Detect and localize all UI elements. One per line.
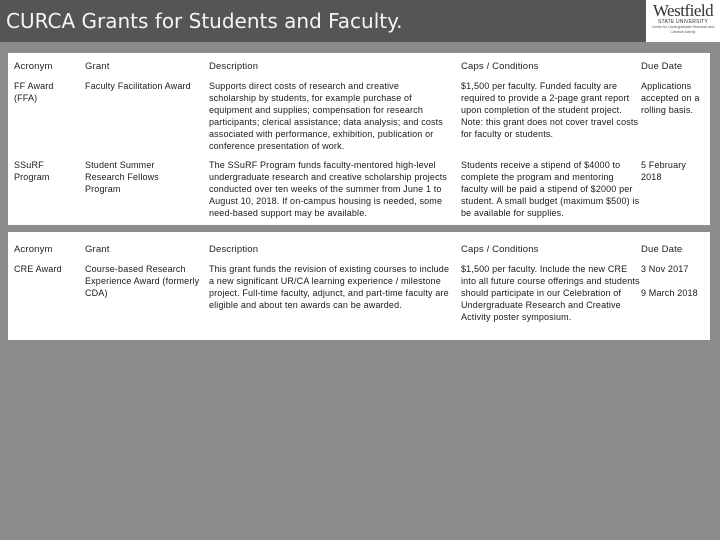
cell-description: The SSuRF Program funds faculty-mentored high-level undergraduate research and creative scholarship projects conducted over ten weeks of the summer from June 1 to August 10, 2018. If on-campus housing is needed, some need-based support may be available. — [209, 160, 448, 218]
logo-subtitle: STATE UNIVERSITY — [658, 19, 708, 25]
header-grant: Grant — [85, 244, 110, 255]
logo-wordmark: Westfield — [652, 1, 714, 20]
header-acronym: Acronym — [14, 61, 53, 72]
cell-due-date-second: 9 March 2018 — [641, 288, 698, 298]
logo-tagline: Center for Undergraduate Research and Creative Activity — [651, 25, 715, 34]
cell-acronym: CRE Award — [14, 264, 62, 274]
cell-description: Supports direct costs of research and creative scholarship by students, for example purchase of equipment and supplies; compensation for research participants; clerical assistance; data analysis; and costs associated with performance, exhibition, publication or conference presentation of work. — [209, 81, 443, 151]
cell-caps: Students receive a stipend of $4000 to complete the program and mentoring faculty will be paid a stipend of $2000 per student. A small budget (maximum $500) is be available for supplies. — [461, 160, 640, 218]
cell-acronym: SSuRF Program — [14, 160, 50, 182]
header-caps: Caps / Conditions — [461, 61, 539, 72]
university-logo — [646, 0, 720, 42]
cell-due-date: 5 February 2018 — [641, 160, 687, 182]
cell-grant: Student Summer Research Fellows Program — [85, 160, 159, 194]
cell-due-date: Applications accepted on a rolling basis. — [641, 81, 700, 115]
grants-table-2 — [8, 232, 710, 340]
header-due-date: Due Date — [641, 61, 683, 72]
header-caps: Caps / Conditions — [461, 244, 539, 255]
cell-caps: $1,500 per faculty. Include the new CRE into all future course offerings and students should participate in our Celebration of Undergraduate Research and Creative Activity poster symposium. — [461, 264, 640, 322]
grants-table-1 — [8, 53, 710, 225]
header-due-date: Due Date — [641, 244, 683, 255]
cell-grant: Faculty Facilitation Award — [85, 81, 191, 91]
cell-caps: $1,500 per faculty. Funded faculty are required to provide a 2-page grant report upon completion of the student project. Note: this grant does not cover travel costs for faculty or students. — [461, 81, 639, 139]
cell-grant: Course-based Research Experience Award (formerly CDA) — [85, 264, 200, 298]
header-acronym: Acronym — [14, 244, 53, 255]
cell-acronym: FF Award (FFA) — [14, 81, 54, 103]
page-title: CURCA Grants for Students and Faculty. — [6, 9, 403, 33]
cell-due-date-first: 3 Nov 2017 — [641, 264, 689, 274]
cell-description: This grant funds the revision of existing courses to include a new significant UR/CA learning experience / milestone project. Full-time faculty, adjunct, and part-time faculty are eligible and about ten awards can be awarded. — [209, 264, 450, 310]
header-description: Description — [209, 61, 259, 72]
header-description: Description — [209, 244, 259, 255]
title-bar — [0, 0, 720, 42]
header-grant: Grant — [85, 61, 110, 72]
